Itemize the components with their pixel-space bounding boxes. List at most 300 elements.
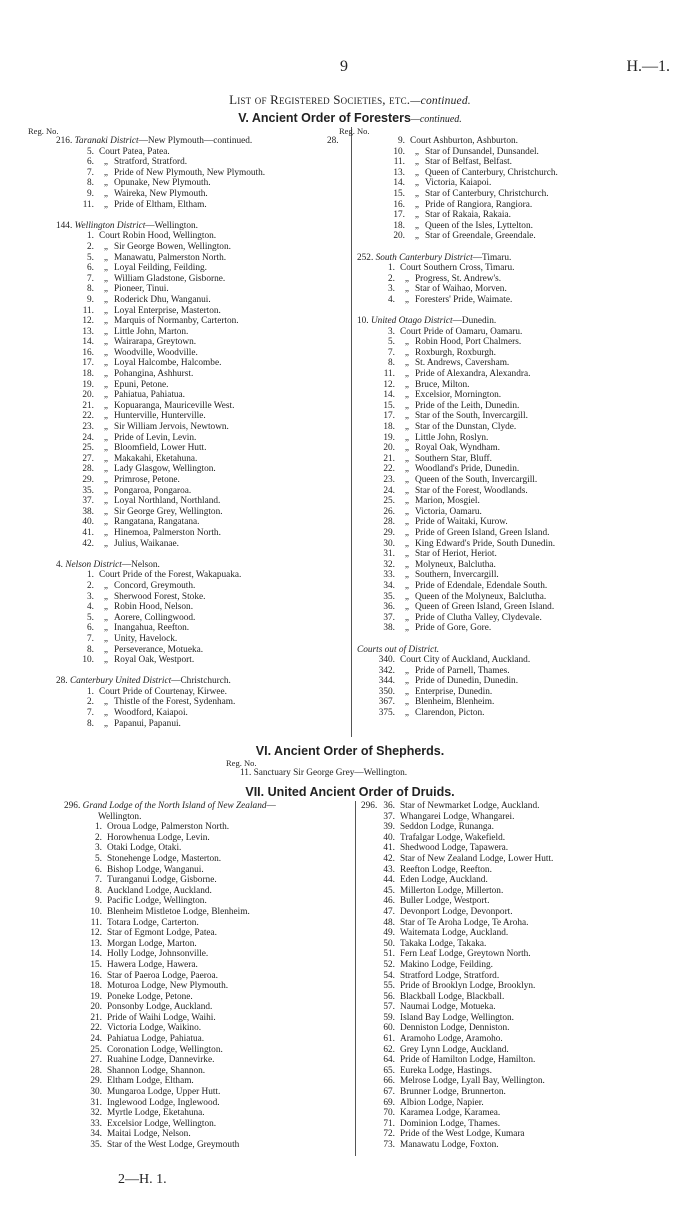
- lodge-entry: [357, 896, 677, 907]
- ditto-mark: „: [404, 358, 410, 369]
- ditto-mark: „: [404, 379, 410, 390]
- lodge-entry: [357, 1087, 677, 1098]
- lodge-name: Julius, Waikanae.: [114, 538, 179, 549]
- ditto-mark: „: [404, 612, 410, 623]
- lodge-entry: [357, 1140, 677, 1151]
- lodge-name: Star of Dunsandel, Dunsandel.: [425, 146, 539, 157]
- ditto-mark: „: [404, 591, 410, 602]
- ditto-mark: „: [103, 422, 109, 433]
- lodge-name: Opunake, New Plymouth.: [114, 178, 211, 189]
- lodge-number: 15.: [393, 188, 405, 199]
- lodge-name: Southern Star, Bluff.: [415, 453, 492, 464]
- lodge-entry: [367, 157, 677, 168]
- ditto-mark: „: [103, 453, 109, 464]
- lodge-name: Hunterville, Hunterville.: [114, 411, 206, 422]
- lodge-name: Star of Newmarket Lodge, Auckland.: [400, 801, 540, 811]
- ditto-mark: „: [404, 390, 410, 401]
- lodge-entry: [64, 971, 354, 982]
- lodge-name: Little John, Marton.: [114, 326, 189, 337]
- reg-no-label: Reg. No.: [339, 126, 370, 136]
- lodge-name: Eden Lodge, Auckland.: [400, 875, 488, 886]
- lodge-entry: [357, 1055, 677, 1066]
- lodge-entry: [357, 939, 677, 950]
- lodge-entry: [357, 833, 677, 844]
- lodge-name: Star of the West Lodge, Greymouth: [107, 1140, 240, 1150]
- lodge-entry: [357, 697, 677, 708]
- lodge-entry: [56, 274, 346, 285]
- lodge-name: Karamea Lodge, Karamea.: [400, 1108, 501, 1119]
- lodge-number: 11.: [383, 369, 395, 380]
- lodge-entry: [357, 263, 677, 274]
- ditto-mark: „: [404, 422, 410, 433]
- shepherds-reg-label: Reg. No.: [226, 758, 257, 768]
- lodge-number: 31.: [383, 549, 395, 560]
- lodge-entry: [357, 411, 677, 422]
- lodge-name: Poneke Lodge, Petone.: [107, 991, 193, 1002]
- lodge-entry: [56, 147, 346, 158]
- lodge-name: Queen of the Isles, Lyttelton.: [425, 220, 533, 231]
- lodge-name: Pahiatua Lodge, Pahiatua.: [107, 1034, 205, 1045]
- lodge-entry: [56, 475, 346, 486]
- lodge-number: 14.: [90, 949, 102, 960]
- lodge-name: Manawatu Lodge, Foxton.: [400, 1140, 499, 1150]
- ditto-mark: „: [103, 580, 109, 591]
- lodge-name: Kopuaranga, Mauriceville West.: [114, 400, 235, 411]
- lodge-name: Little John, Roslyn.: [415, 432, 489, 443]
- lodge-entry: [64, 1140, 354, 1151]
- lodge-name: Grey Lynn Lodge, Auckland.: [400, 1044, 509, 1055]
- ditto-mark: „: [103, 633, 109, 644]
- lodge-name: Eureka Lodge, Hastings.: [400, 1065, 492, 1076]
- ditto-mark: „: [103, 379, 109, 390]
- lodge-name: Star of Greendale, Greendale.: [425, 231, 536, 242]
- lodge-entry: [56, 390, 346, 401]
- lodge-name: Inglewood Lodge, Inglewood.: [107, 1097, 220, 1108]
- lodge-entry: [64, 1002, 354, 1013]
- district-suffix: —Christchurch.: [171, 676, 231, 687]
- lodge-entry: [357, 1129, 677, 1140]
- ditto-mark: „: [103, 390, 109, 401]
- lodge-name: Naumai Lodge, Motueka.: [400, 1002, 496, 1013]
- lodge-entry: [56, 401, 346, 412]
- lodge-entry: [357, 327, 677, 338]
- lodge-name: Court Pride of Oamaru, Oamaru.: [400, 326, 523, 337]
- lodge-entry: [56, 316, 346, 327]
- lodge-name: Excelsior, Mornington.: [415, 390, 502, 401]
- lodge-entry: [357, 981, 677, 992]
- lodge-number: 35.: [82, 485, 94, 496]
- lodge-entry: [64, 843, 354, 854]
- lodge-entry: [56, 411, 346, 422]
- ditto-mark: „: [103, 284, 109, 295]
- lodge-name: Moturoa Lodge, New Plymouth.: [107, 981, 229, 992]
- lodge-name: Reefton Lodge, Reefton.: [400, 864, 492, 875]
- lodge-number: 38.: [383, 623, 395, 634]
- lodge-number: 36.: [383, 801, 395, 811]
- lodge-number: 1.: [388, 263, 395, 274]
- district-reg-number: 28.: [327, 136, 339, 146]
- lodge-entry: [56, 623, 346, 634]
- lodge-number: 2.: [87, 580, 94, 591]
- lodge-entry: [357, 971, 677, 982]
- page-title-main: List of Registered Societies, etc.: [229, 92, 411, 107]
- lodge-entry: [56, 284, 346, 295]
- lodge-number: 7.: [87, 273, 94, 284]
- ditto-mark: „: [414, 178, 420, 189]
- lodge-number: 367.: [378, 697, 395, 708]
- lodge-entry: [56, 613, 346, 624]
- lodge-entry: [357, 854, 677, 865]
- lodge-number: 5.: [87, 146, 94, 157]
- lodge-number: 4.: [87, 602, 94, 613]
- lodge-entry: [56, 178, 346, 189]
- lodge-number: 9.: [398, 136, 405, 146]
- lodge-name: Otaki Lodge, Otaki.: [107, 843, 182, 854]
- ditto-mark: „: [103, 326, 109, 337]
- ditto-mark: „: [404, 443, 410, 454]
- lodge-number: 55.: [383, 981, 395, 992]
- lodge-name: Marquis of Normanby, Carterton.: [114, 316, 239, 327]
- lodge-name: Marion, Mosgiel.: [415, 496, 480, 507]
- lodge-name: Pride of Parnell, Thames.: [415, 665, 510, 676]
- lodge-name: Star of Heriot, Heriot.: [415, 549, 497, 560]
- lodge-number: 5.: [87, 612, 94, 623]
- lodge-number: 20.: [82, 390, 94, 401]
- ditto-mark: „: [103, 241, 109, 252]
- lodge-entry: [64, 833, 354, 844]
- ditto-mark: „: [404, 294, 410, 305]
- ditto-mark: „: [404, 485, 410, 496]
- lodge-name: Lady Glasgow, Wellington.: [114, 464, 216, 475]
- lodge-entry: [64, 1045, 354, 1056]
- lodge-name: Unity, Havelock.: [114, 633, 178, 644]
- lodge-entry: [56, 486, 346, 497]
- lodge-name: Eltham Lodge, Eltham.: [107, 1076, 194, 1087]
- lodge-name: Island Bay Lodge, Wellington.: [400, 1012, 514, 1023]
- lodge-number: 25.: [90, 1044, 102, 1055]
- lodge-entry: [357, 337, 677, 348]
- lodge-number: 12.: [90, 928, 102, 939]
- lodge-name: Brunner Lodge, Brunnerton.: [400, 1087, 506, 1098]
- lodge-entry: [357, 464, 677, 475]
- lodge-number: 34.: [90, 1129, 102, 1140]
- lodge-name: Waitemata Lodge, Auckland.: [400, 928, 509, 939]
- lodge-number: 50.: [383, 938, 395, 949]
- lodge-name: Holly Lodge, Johnsonville.: [107, 949, 209, 960]
- lodge-name: Papanui, Papanui.: [114, 718, 181, 729]
- lodge-number: 24.: [90, 1034, 102, 1045]
- district-reg-number: 10.: [357, 316, 369, 327]
- lodge-number: 8.: [87, 644, 94, 655]
- lodge-entry: [357, 875, 677, 886]
- lodge-number: 32.: [383, 559, 395, 570]
- lodge-number: 33.: [383, 570, 395, 581]
- lodge-name: Stratford Lodge, Stratford.: [400, 970, 500, 981]
- lodge-number: 59.: [383, 1012, 395, 1023]
- ditto-mark: „: [404, 411, 410, 422]
- lodge-name: Inangahua, Reefton.: [114, 623, 190, 634]
- lodge-number: 25.: [82, 443, 94, 454]
- lodge-entry: [357, 284, 677, 295]
- lodge-number: 2.: [95, 832, 102, 843]
- ditto-mark: „: [414, 199, 420, 210]
- lodge-name: Sir George Grey, Wellington.: [114, 506, 223, 517]
- ditto-mark: „: [414, 210, 420, 221]
- lodge-name: Victoria, Kaiapoi.: [425, 178, 492, 189]
- lodge-entry: [56, 655, 346, 666]
- foresters-section-title: [0, 111, 700, 125]
- lodge-entry: [357, 539, 677, 550]
- lodge-number: 22.: [90, 1023, 102, 1034]
- lodge-number: 9.: [95, 896, 102, 907]
- lodge-entry: [357, 843, 677, 854]
- lodge-number: 47.: [383, 906, 395, 917]
- lodge-number: 52.: [383, 959, 395, 970]
- district-group: [327, 136, 677, 242]
- district-heading: [357, 316, 677, 327]
- lodge-entry: [56, 327, 346, 338]
- lodge-number: 8.: [87, 178, 94, 189]
- lodge-name: Court City of Auckland, Auckland.: [400, 655, 531, 666]
- lodge-number: 5.: [388, 337, 395, 348]
- lodge-entry: [357, 433, 677, 444]
- lodge-name: Pongaroa, Pongaroa.: [114, 485, 192, 496]
- lodge-name: Pride of the West Lodge, Kumara: [400, 1129, 525, 1140]
- lodge-number: 13.: [82, 326, 94, 337]
- district-reg-number: 144.: [56, 220, 73, 231]
- lodge-entry: [56, 168, 346, 179]
- lodge-number: 11.: [393, 157, 405, 168]
- district-reg-number: 296.: [64, 801, 81, 811]
- lodge-number: 27.: [82, 453, 94, 464]
- lodge-entry: [357, 960, 677, 971]
- lodge-number: 30.: [90, 1087, 102, 1098]
- district-name: Courts out of District.: [357, 644, 440, 655]
- page-title-suffix: —continued.: [410, 95, 471, 107]
- lodge-name: Pride of New Plymouth, New Plymouth.: [114, 167, 266, 178]
- lodge-name: Coronation Lodge, Wellington.: [107, 1044, 223, 1055]
- lodge-entry: [357, 401, 677, 412]
- district-reg-number: 296.: [361, 801, 378, 811]
- lodge-number: 22.: [82, 411, 94, 422]
- lodge-name: Court Pride of the Forest, Wakapuaka.: [99, 570, 242, 581]
- lodge-name: Concord, Greymouth.: [114, 580, 196, 591]
- lodge-number: 21.: [90, 1012, 102, 1023]
- lodge-entry: [64, 1013, 354, 1024]
- ditto-mark: „: [404, 527, 410, 538]
- lodge-entry: [56, 602, 346, 613]
- lodge-number: 3.: [87, 591, 94, 602]
- lodge-name: Star of Waihao, Morven.: [415, 284, 507, 295]
- lodge-name: Court Patea, Patea.: [99, 146, 170, 157]
- lodge-number: 43.: [383, 864, 395, 875]
- lodge-entry: [56, 454, 346, 465]
- ditto-mark: „: [404, 602, 410, 613]
- lodge-name: Court Robin Hood, Wellington.: [99, 231, 217, 242]
- district-group: [56, 221, 346, 549]
- lodge-name: Court Southern Cross, Timaru.: [400, 263, 515, 274]
- lodge-number: 6.: [87, 623, 94, 634]
- lodge-number: 35.: [383, 591, 395, 602]
- lodge-number: 20.: [383, 443, 395, 454]
- ditto-mark: „: [103, 602, 109, 613]
- lodge-name: Woodland's Pride, Dunedin.: [415, 464, 520, 475]
- lodge-number: 17.: [383, 411, 395, 422]
- lodge-name: Mungaroa Lodge, Upper Hutt.: [107, 1087, 221, 1098]
- lodge-name: Auckland Lodge, Auckland.: [107, 885, 212, 896]
- lodge-number: 17.: [393, 210, 405, 221]
- lodge-entry: [56, 253, 346, 264]
- lodge-entry: [357, 676, 677, 687]
- grand-lodge-heading: [64, 801, 354, 812]
- lodge-number: 18.: [383, 422, 395, 433]
- lodge-number: 18.: [90, 981, 102, 992]
- lodge-number: 20.: [393, 231, 405, 242]
- lodge-number: 26.: [383, 506, 395, 517]
- lodge-entry: [357, 928, 677, 939]
- ditto-mark: „: [103, 369, 109, 380]
- lodge-number: 8.: [95, 885, 102, 896]
- lodge-entry: [367, 189, 677, 200]
- lodge-number: 28.: [82, 464, 94, 475]
- lodge-entry: [64, 1076, 354, 1087]
- district-reg-number: 28.: [56, 676, 68, 687]
- lodge-entry: [357, 528, 677, 539]
- lodge-number: 20.: [90, 1002, 102, 1013]
- district-heading: [56, 560, 346, 571]
- lodge-entry: [357, 992, 677, 1003]
- lodge-name: Waireka, New Plymouth.: [114, 188, 208, 199]
- lodge-entry: [56, 592, 346, 603]
- lodge-number: 22.: [383, 464, 395, 475]
- lodge-number: 6.: [95, 864, 102, 875]
- lodge-number: 7.: [388, 347, 395, 358]
- lodge-number: 69.: [383, 1097, 395, 1108]
- ditto-mark: „: [414, 167, 420, 178]
- lodge-name: Stonehenge Lodge, Masterton.: [107, 853, 222, 864]
- lodge-name: Bruce, Milton.: [415, 379, 470, 390]
- lodge-entry: [357, 486, 677, 497]
- lodge-entry: [64, 1023, 354, 1034]
- district-name: South Canterbury District: [375, 252, 473, 263]
- lodge-entry: [357, 822, 677, 833]
- lodge-name: Pohangina, Ashhurst.: [114, 369, 194, 380]
- lodge-number: 44.: [383, 875, 395, 886]
- lodge-entry: [357, 390, 677, 401]
- lodge-name: Sir William Jervois, Newtown.: [114, 422, 229, 433]
- district-suffix: —Timaru.: [472, 252, 512, 263]
- lodge-number: 65.: [383, 1065, 395, 1076]
- lodge-name: Aorere, Collingwood.: [114, 612, 196, 623]
- ditto-mark: „: [414, 220, 420, 231]
- lodge-entry: [56, 634, 346, 645]
- lodge-number: 41.: [383, 843, 395, 854]
- lodge-number: 23.: [383, 475, 395, 485]
- lodge-entry: [357, 443, 677, 454]
- lodge-number: 29.: [383, 527, 395, 538]
- district-heading: [357, 645, 677, 656]
- lodge-entry: [64, 875, 354, 886]
- district-suffix: —: [266, 801, 276, 811]
- lodge-name: Court Pride of Courtenay, Kirwee.: [99, 686, 227, 697]
- lodge-name: Roxburgh, Roxburgh.: [415, 347, 497, 358]
- lodge-number: 34.: [383, 580, 395, 591]
- ditto-mark: „: [404, 580, 410, 591]
- lodge-number: 10.: [90, 906, 102, 917]
- lodge-entry: [357, 623, 677, 634]
- lodge-entry: [357, 1002, 677, 1013]
- lodge-name: Star of New Zealand Lodge, Lower Hutt.: [400, 853, 554, 864]
- ditto-mark: „: [404, 517, 410, 528]
- ditto-mark: „: [404, 676, 410, 687]
- lodge-entry: [367, 200, 677, 211]
- lodge-entry: [64, 1098, 354, 1109]
- lodge-entry: [357, 1023, 677, 1034]
- lodge-number: 28.: [383, 517, 395, 528]
- district-name: Grand Lodge of the North Island of New Zealand: [82, 801, 267, 811]
- lodge-entry: [64, 918, 354, 929]
- ditto-mark: „: [103, 199, 109, 210]
- lodge-number: 19.: [90, 991, 102, 1002]
- lodge-number: 62.: [383, 1044, 395, 1055]
- lodge-entry: [56, 581, 346, 592]
- lodge-number: 39.: [383, 822, 395, 833]
- lodge-name: Queen of the Molyneux, Balclutha.: [415, 591, 547, 602]
- lodge-entry: [64, 1066, 354, 1077]
- lodge-entry: [56, 157, 346, 168]
- druids-section-title: VII. United Ancient Order of Druids.: [245, 785, 455, 799]
- district-group: [56, 676, 346, 729]
- lodge-number: 6.: [87, 157, 94, 168]
- lodge-number: 35.: [90, 1140, 102, 1150]
- lodge-name: Southern, Invercargill.: [415, 570, 499, 581]
- lodge-name: Robin Hood, Port Chalmers.: [415, 337, 522, 348]
- lodge-name: Makino Lodge, Feilding.: [400, 959, 493, 970]
- ditto-mark: „: [103, 188, 109, 199]
- ditto-mark: „: [103, 644, 109, 655]
- lodge-entry: [367, 168, 677, 179]
- lodge-entry: [357, 812, 677, 823]
- lodge-name: Pride of the Leith, Dunedin.: [415, 400, 520, 411]
- ditto-mark: „: [414, 188, 420, 199]
- lodge-number: 16.: [82, 347, 94, 358]
- lodge-name: Totara Lodge, Carterton.: [107, 917, 199, 928]
- lodge-name: Pride of Dunedin, Dunedin.: [415, 676, 519, 687]
- ditto-mark: „: [404, 464, 410, 475]
- ditto-mark: „: [404, 284, 410, 295]
- lodge-number: 73.: [383, 1140, 395, 1150]
- ditto-mark: „: [404, 369, 410, 380]
- lodge-name: Pride of Clutha Valley, Clydevale.: [415, 612, 542, 623]
- ditto-mark: „: [103, 305, 109, 316]
- lodge-name: Oroua Lodge, Palmerston North.: [107, 822, 230, 833]
- lodge-number: 1.: [87, 231, 94, 242]
- lodge-entry: [367, 221, 677, 232]
- lodge-entry: [357, 581, 677, 592]
- lodge-entry: [357, 655, 677, 666]
- lodge-entry: [64, 1087, 354, 1098]
- district-name: Wellington District: [74, 220, 146, 231]
- lodge-number: 3.: [388, 284, 395, 295]
- lodge-number: 12.: [383, 379, 395, 390]
- lodge-entry: [357, 865, 677, 876]
- lodge-name: Wairarapa, Greytown.: [114, 337, 197, 348]
- ditto-mark: „: [103, 400, 109, 411]
- lodge-name: Enterprise, Dunedin.: [415, 686, 493, 697]
- lodge-name: Blenheim Mistletoe Lodge, Blenheim.: [107, 906, 250, 917]
- district-suffix: —Wellington.: [145, 220, 199, 231]
- lodge-number: 12.: [82, 316, 94, 327]
